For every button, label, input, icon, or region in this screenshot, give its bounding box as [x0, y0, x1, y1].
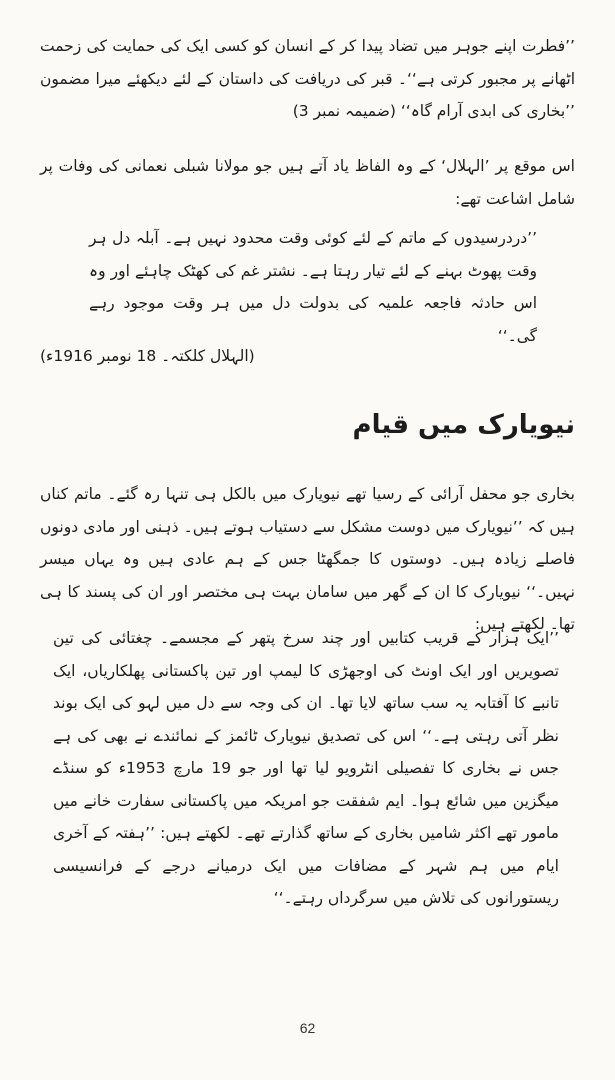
paragraph-alhilal-quote: ’’دردرسیدوں کے ماتم کے لئے کوئی وقت محدود نہیں ہے۔ آبلہ دل ہر وقت پھوٹ بہنے کے لئے تیار رہتا ہے۔ نشتر غم کی کھٹک چاہئے اور وہ اس حادثہ فاجعہ علمیہ کی بدولت دل میں ہر وقت موجود رہے گی۔‘‘	[89, 229, 537, 345]
paragraph-quote-nature: ’’فطرت اپنے جوہر میں تضاد پیدا کر کے انسان کو کسی ایک کی حمایت کی زحمت اٹھانے پر مجبور کرتی ہے‘‘۔ قبر کی دریافت کی داستان کے لئے دیکھئے میرا مضمون ’’بخاری کی ابدی آرام گاہ‘‘ (ضمیمہ نمبر 3)	[40, 37, 575, 120]
paragraph-belongings-quote: ’’ایک ہزار کے قریب کتابیں اور چند سرخ پتھر کے مجسمے۔ چغتائی کی تین تصویریں اور ایک اونٹ کی اوجھڑی کا لیمپ اور تین پاکستانی پھلکاریاں، ایک تانبے کا آفتابہ یہ سب ساتھ لایا تھا۔ ان کی وجہ سے دل میں لہو کی ایک بوند نظر آتی رہتی ہے۔‘‘ اس کی تصدیق نیویارک ٹائمز کے نمائندے نے بھی کی ہے جس نے بخاری کا تفصیلی انٹرویو لیا تھا اور جو 19 مارچ 1953ء کو سنڈے میگزین میں شائع ہوا۔ ایم شفقت جو امریکہ میں پاکستانی سفارت خانے میں مامور تھے اکثر شامیں بخاری کے ساتھ گذارتے تھے۔ لکھتے ہیں: ’’ہفتہ کے آخری ایام میں ہم شہر کے مضافات میں ایک درمیانے درجے کے فرانسیسی ریستورانوں کی تلاش میں سرگرداں رہتے۔‘‘	[53, 629, 559, 907]
page-number: 62	[299, 1020, 316, 1036]
section-heading: نیویارک میں قیام	[352, 410, 575, 440]
paragraph-new-york: بخاری جو محفل آرائی کے رسیا تھے نیویارک میں بالکل ہی تنہا رہ گئے۔ ماتم کناں ہیں کہ ’’نیویارک میں دوست مشکل سے دستیاب ہوتے ہیں۔ ذہنی اور مادی دونوں فاصلے زیادہ ہیں۔ دوستوں کا جمگھٹا جس کے ہم عادی ہیں وہ یہاں میسر نہیں۔‘‘ نیویارک کا ان کے گھر میں سامان بہت ہی مختصر اور ان کی پسند کا ہی تھا۔ لکھتے ہیں:	[40, 485, 575, 633]
paragraph-alhilal-intro: اس موقع پر ’الہلال‘ کے وہ الفاظ یاد آتے ہیں جو مولانا شبلی نعمانی کی وفات پر شامل اشاعت تھے:	[40, 157, 575, 208]
quote-source: (الہلال کلکتہ۔ 18 نومبر 1916ء)	[40, 347, 255, 365]
